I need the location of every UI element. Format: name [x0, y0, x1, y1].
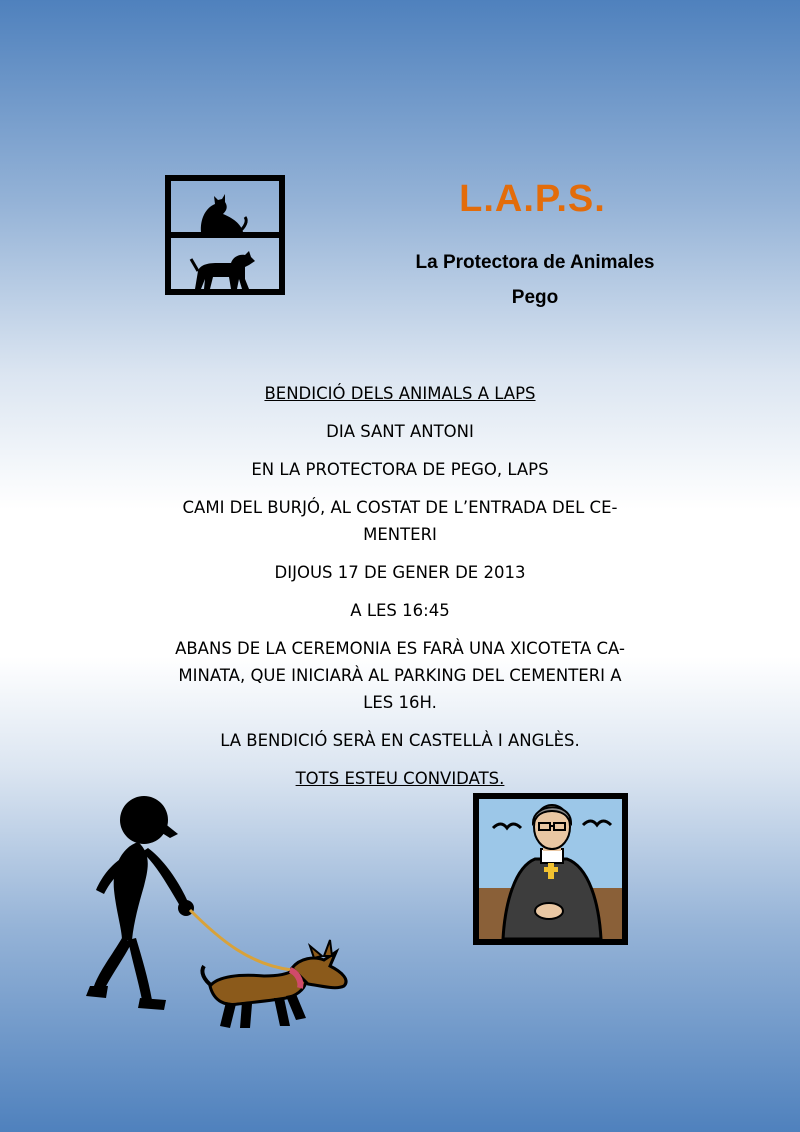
organization-title: L.A.P.S.	[459, 178, 606, 220]
subtitle-line-name: La Protectora de Animales	[415, 252, 655, 273]
announcement-walk	[100, 635, 700, 716]
announcement-time: A LES 16:45	[350, 601, 450, 620]
address-line-1: CAMI DEL BURJÓ, AL COSTAT DE L’ENTRADA DEL CE-	[182, 498, 618, 517]
announcement-place: EN LA PROTECTORA DE PEGO, LAPS	[251, 460, 549, 479]
walk-line-3: LES 16H.	[363, 693, 437, 712]
announcement-closing: TOTS ESTEU CONVIDATS.	[295, 769, 505, 788]
organization-subtitle	[385, 245, 685, 315]
announcement-heading: BENDICIÓ DELS ANIMALS A LAPS	[264, 384, 536, 403]
walk-line-2: MINATA, QUE INICIARÀ AL PARKING DEL CEMENTERI A	[178, 666, 622, 685]
walk-line-1: ABANS DE LA CEREMONIA ES FARÀ UNA XICOTETA CA-	[175, 639, 625, 658]
priest-portrait-icon	[473, 793, 628, 945]
announcement-address	[100, 494, 700, 548]
subtitle-line-town: Pego	[511, 287, 559, 308]
address-line-2: MENTERI	[363, 525, 437, 544]
announcement-date: DIJOUS 17 DE GENER DE 2013	[274, 563, 526, 582]
announcement-day: DIA SANT ANTONI	[326, 422, 474, 441]
man-walking-dog-icon	[60, 790, 360, 1040]
announcement-languages: LA BENDICIÓ SERÀ EN CASTELLÀ I ANGLÈS.	[220, 731, 580, 750]
announcement-body	[100, 380, 700, 803]
cat-dog-window-icon	[165, 175, 285, 295]
